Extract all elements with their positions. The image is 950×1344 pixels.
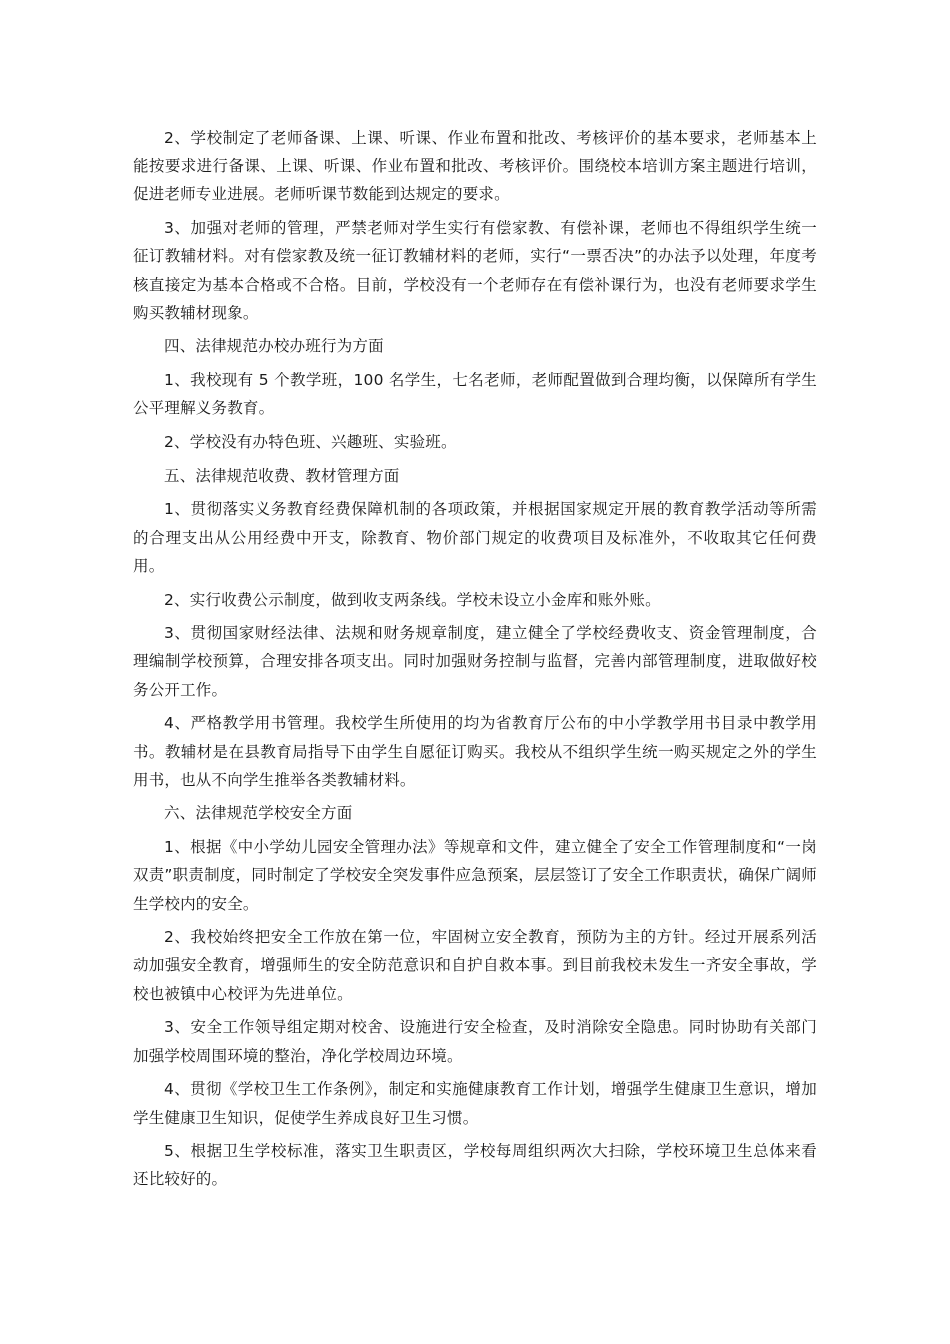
paragraph-safety-priority: 2、我校始终把安全工作放在第一位，牢固树立安全教育，预防为主的方针。经过开展系列活动加强安全教育，增强师生的安全防范意识和自护自救本事。到目前我校未发生一齐安全事故，学校也被镇中心校评为先进单位。 — [133, 928, 817, 1003]
paragraph-health-education: 4、贯彻《学校卫生工作条例》，制定和实施健康教育工作计划，增强学生健康卫生意识，增加学生健康卫生知识，促使学生养成良好卫生习惯。 — [133, 1080, 817, 1127]
paragraph-class-count: 1、我校现有 5 个教学班，100 名学生，七名老师，老师配置做到合理均衡，以保障所有学生公平理解义务教育。 — [133, 371, 817, 418]
section-heading-fees-materials: 五、法律规范收费、教材管理方面 — [164, 466, 400, 485]
document-page — [133, 124, 817, 1199]
paragraph-hygiene-cleaning: 5、根据卫生学校标准，落实卫生职责区，学校每周组织两次大扫除，学校环境卫生总体来看还比较好的。 — [133, 1142, 817, 1189]
paragraph-safety-inspection: 3、安全工作领导组定期对校舍、设施进行安全检查，及时消除安全隐患。同时协助有关部门加强学校周围环境的整治，净化学校周边环境。 — [133, 1018, 817, 1065]
paragraph-financial-rules: 3、贯彻国家财经法律、法规和财务规章制度，建立健全了学校经费收支、资金管理制度，合理编制学校预算，合理安排各项支出。同时加强财务控制与监督，完善内部管理制度，进取做好校务公开工作。 — [133, 624, 817, 699]
paragraph-funding-policy: 1、贯彻落实义务教育经费保障机制的各项政策，并根据国家规定开展的教育教学活动等所需的合理支出从公用经费中开支，除教育、物价部门规定的收费项目及标准外，不收取其它任何费用。 — [133, 500, 817, 575]
paragraph-textbook-management: 4、严格教学用书管理。我校学生所使用的均为省教育厅公布的中小学教学用书目录中教学用书。教辅材是在县教育局指导下由学生自愿征订购买。我校从不组织学生统一购买规定之外的学生用书，也从不向学生推举各类教辅材料。 — [133, 714, 817, 789]
paragraph-teaching-requirements: 2、学校制定了老师备课、上课、听课、作业布置和批改、考核评价的基本要求，老师基本上能按要求进行备课、上课、听课、作业布置和批改、考核评价。围绕校本培训方案主题进行培训，促进老师专业进展。老师听课节数能到达规定的要求。 — [133, 129, 817, 204]
paragraph-fee-disclosure: 2、实行收费公示制度，做到收支两条线。学校未设立小金库和账外账。 — [164, 590, 661, 609]
paragraph-teacher-management: 3、加强对老师的管理，严禁老师对学生实行有偿家教、有偿补课，老师也不得组织学生统一征订教辅材料。对有偿家教及统一征订教辅材料的老师，实行“一票否决”的办法予以处理，年度考核直接定为基本合格或不合格。目前，学校没有一个老师存在有偿补课行为，也没有老师要求学生购买教辅材现象。 — [133, 219, 817, 322]
paragraph-no-special-classes: 2、学校没有办特色班、兴趣班、实验班。 — [164, 433, 457, 452]
section-heading-school-safety: 六、法律规范学校安全方面 — [164, 804, 353, 823]
section-heading-school-conduct: 四、法律规范办校办班行为方面 — [164, 337, 384, 356]
paragraph-safety-rules: 1、根据《中小学幼儿园安全管理办法》等规章和文件，建立健全了安全工作管理制度和“一岗双责”职责制度，同时制定了学校安全突发事件应急预案，层层签订了安全工作职责状，确保广阔师生学校内的安全。 — [133, 838, 817, 913]
